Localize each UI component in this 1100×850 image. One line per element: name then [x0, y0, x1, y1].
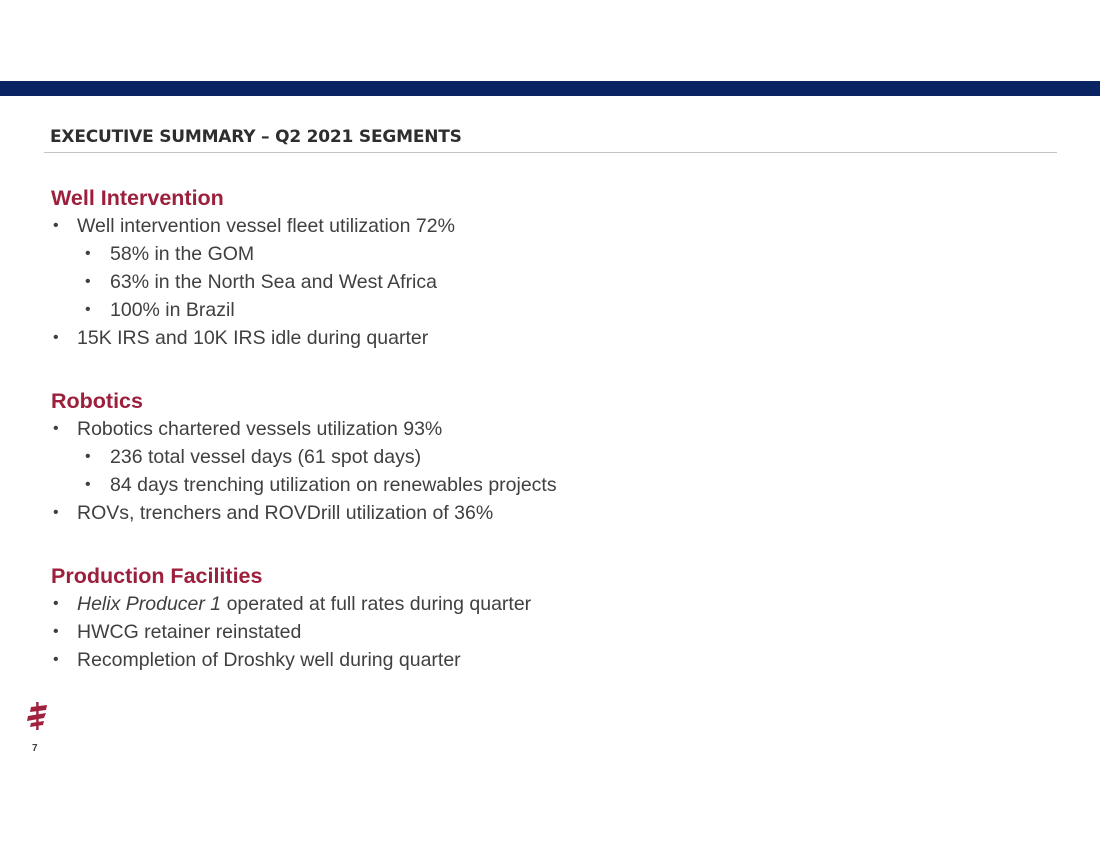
- bullet-text: 58% in the GOM: [110, 243, 255, 265]
- list-item: [51, 590, 532, 618]
- bullet-icon: •: [85, 301, 91, 318]
- bullet-text: 15K IRS and 10K IRS idle during quarter: [77, 327, 429, 349]
- section-heading-well-intervention: Well Intervention: [51, 186, 224, 210]
- bullet-icon: •: [53, 420, 59, 437]
- bullet-text: 63% in the North Sea and West Africa: [110, 271, 437, 293]
- bullet-icon: •: [53, 595, 59, 612]
- bullet-text: [77, 590, 531, 618]
- bullet-text: HWCG retainer reinstated: [77, 621, 302, 643]
- bullet-text: ROVs, trenchers and ROVDrill utilization of 36%: [77, 502, 494, 524]
- section-heading-production-facilities: Production Facilities: [51, 564, 263, 588]
- list-item: [51, 618, 302, 646]
- bullet-text: Recompletion of Droshky well during quarter: [77, 649, 461, 671]
- bullet-icon: •: [53, 329, 59, 346]
- list-item: [51, 212, 455, 240]
- list-item: [51, 296, 235, 324]
- bullet-icon: •: [85, 476, 91, 493]
- helix-logo-icon: [26, 702, 50, 732]
- bullet-text: 84 days trenching utilization on renewables projects: [110, 474, 557, 496]
- page-number: 7: [32, 743, 38, 754]
- slide-title: EXECUTIVE SUMMARY – Q2 2021 SEGMENTS: [50, 127, 462, 147]
- list-item: [51, 415, 443, 443]
- list-item: [51, 471, 557, 499]
- list-item: [51, 324, 429, 352]
- top-banner-bar: [0, 81, 1100, 96]
- bullet-icon: •: [53, 217, 59, 234]
- bullet-icon: •: [53, 504, 59, 521]
- bullet-icon: •: [53, 623, 59, 640]
- bullet-icon: •: [85, 245, 91, 262]
- bullet-icon: •: [53, 651, 59, 668]
- list-item: [51, 443, 422, 471]
- title-divider: [44, 152, 1057, 153]
- bullet-text: 100% in Brazil: [110, 299, 235, 321]
- bullet-text: 236 total vessel days (61 spot days): [110, 446, 422, 468]
- section-well-intervention: [51, 184, 455, 352]
- bullet-text: Robotics chartered vessels utilization 93%: [77, 418, 443, 440]
- vessel-name: Helix Producer 1: [77, 593, 222, 615]
- bullet-text: Well intervention vessel fleet utilization 72%: [77, 215, 455, 237]
- section-heading-robotics: Robotics: [51, 389, 143, 413]
- bullet-icon: •: [85, 448, 91, 465]
- section-production-facilities: [51, 562, 532, 674]
- list-item: [51, 268, 437, 296]
- bullet-text-rest: operated at full rates during quarter: [221, 593, 532, 615]
- list-item: [51, 240, 255, 268]
- bullet-icon: •: [85, 273, 91, 290]
- list-item: [51, 499, 494, 527]
- section-robotics: [51, 387, 557, 527]
- list-item: [51, 646, 461, 674]
